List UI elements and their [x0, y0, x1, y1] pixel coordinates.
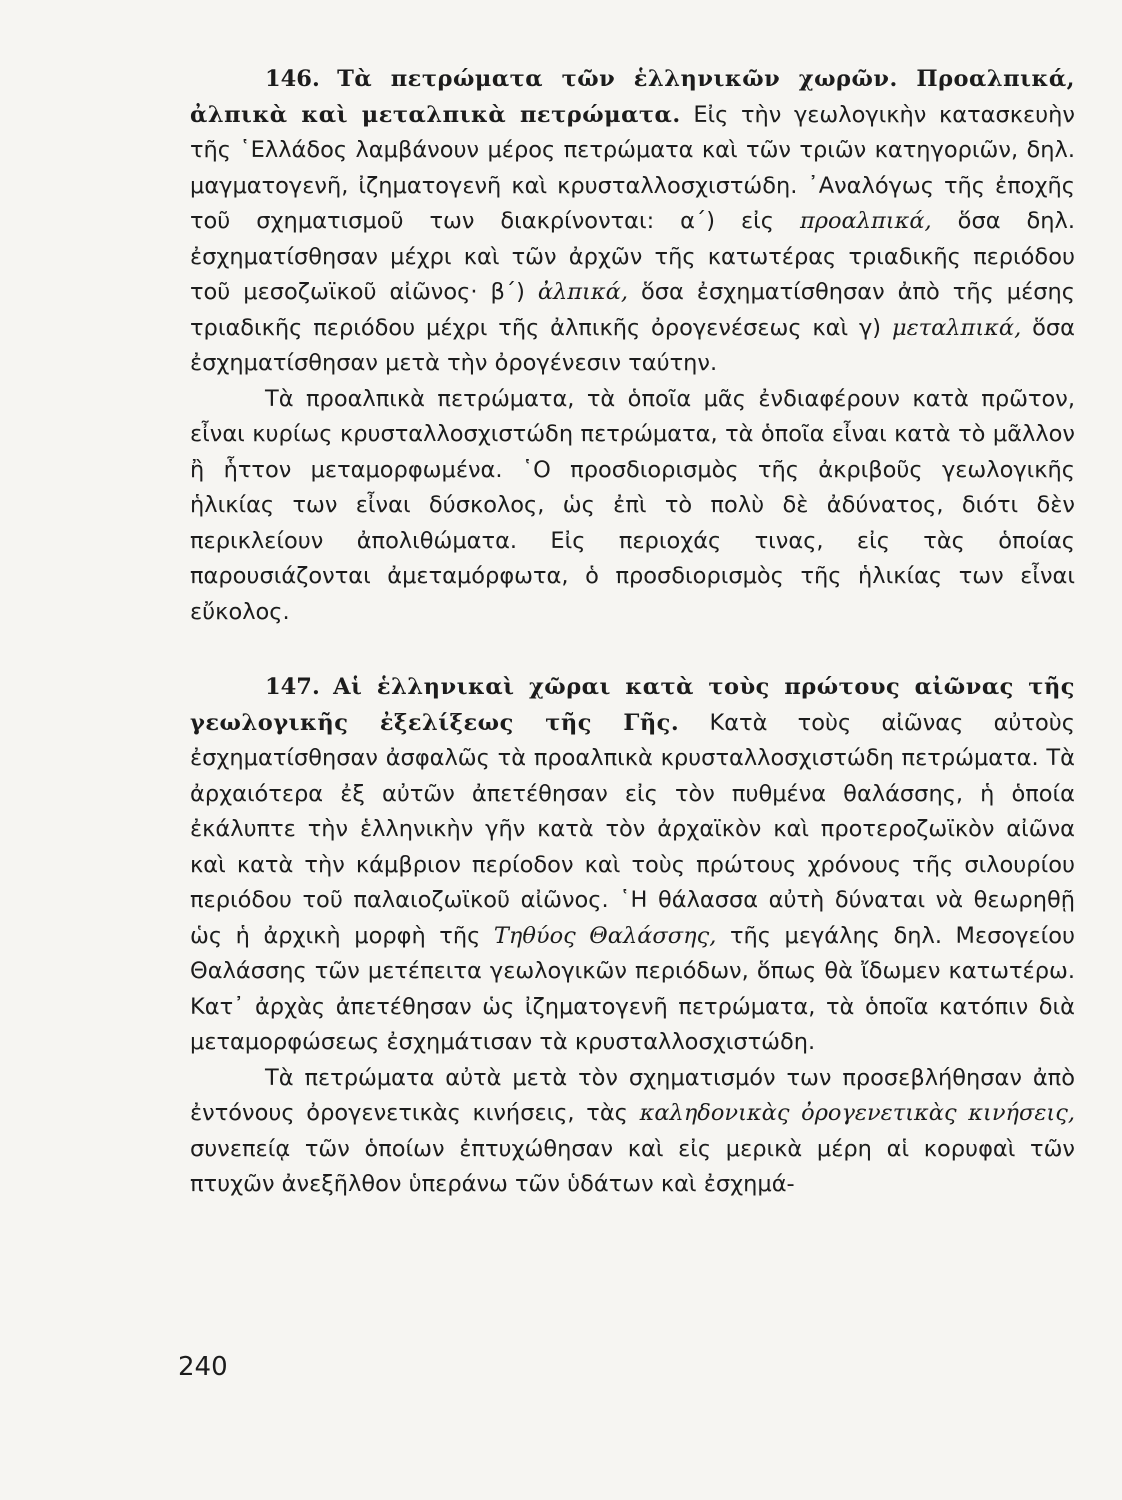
text-run: ὅσα ἐσχηματίσθησαν ἀπὸ τῆς μέσης τριαδικῆς περιόδου μέχρι τῆς ἀλπικῆς ὀρογενέσεως καὶ γ): [190, 279, 1075, 341]
italic-term: καληδονικὰς ὀρογενετικὰς κινήσεις,: [639, 1100, 1076, 1126]
section-147-paragraph-2: [190, 1061, 1075, 1203]
section-146-title: Τὰ πετρώματα τῶν ἑλληνικῶν χωρῶν. Προαλπικά, ἀλπικὰ καὶ μεταλπικὰ πετρώματα.: [190, 66, 1075, 128]
text-run: συνεπείᾳ τῶν ὁποίων ἐπτυχώθησαν καὶ εἰς μερικὰ μέρη αἱ κορυφαὶ τῶν πτυχῶν ἀνεξῆλθον ὑπεράνω τῶν ὑδάτων καὶ ἐσχημά-: [190, 1135, 1075, 1197]
text-run: Εἰς τὴν γεωλογικὴν κατασκευὴν τῆς ῾Ελλάδος λαμβάνουν μέρος πετρώματα καὶ τῶν τριῶν κατηγοριῶν, δηλ. μαγματογενῆ, ἰζηματογενῆ καὶ κρυσταλλοσχιστώδη. ᾿Αναλόγως τῆς ἐποχῆς τοῦ σχηματισμοῦ των διακρίνονται: α΄) εἰς: [190, 101, 1075, 234]
section-146-paragraph-1: [190, 62, 1075, 382]
section-146-number: 146.: [265, 66, 320, 92]
section-146-paragraph-2: Τὰ προαλπικὰ πετρώματα, τὰ ὁποῖα μᾶς ἐνδιαφέρουν κατὰ πρῶτον, εἶναι κυρίως κρυσταλλοσχιστώδη πετρώματα, τὰ ὁποῖα εἶναι κατὰ τὸ μᾶλλον ἢ ἧττον μεταμορφωμένα. ῾Ο προσδιορισμὸς τῆς ἀκριβοῦς γεωλογικῆς ἡλικίας των εἶναι δύσκολος, ὡς ἐπὶ τὸ πολὺ δὲ ἀδύνατος, διότι δὲν περικλείουν ἀπολιθώματα. Εἰς περιοχάς τινας, εἰς τὰς ὁποίας παρουσιάζονται ἀμεταμόρφωτα, ὁ προσδιορισμὸς τῆς ἡλικίας των εἶναι εὔκολος.: [190, 385, 1075, 625]
page-number: 240: [178, 1352, 228, 1382]
italic-term: ἀλπικά,: [537, 279, 628, 305]
section-147-paragraph-1: [190, 670, 1075, 1061]
text-run: ὅσα δηλ. ἐσχηματίσθησαν μέχρι καὶ τῶν ἀρχῶν τῆς κατωτέρας τριαδικῆς περιόδου τοῦ μεσοζωϊκοῦ αἰῶνος· β΄): [190, 208, 1075, 305]
section-147-title: Αἱ ἑλληνικαὶ χῶραι κατὰ τοὺς πρώτους αἰῶνας τῆς γεωλογικῆς ἐξελίξεως τῆς Γῆς.: [190, 674, 1075, 736]
text-run: Τὰ πετρώματα αὐτὰ μετὰ τὸν σχηματισμόν των προσεβλήθησαν ἀπὸ ἐντόνους ὀρογενετικὰς κινήσεις, τὰς: [190, 1064, 1075, 1126]
italic-term: Τηθύος Θαλάσσης,: [493, 922, 717, 949]
text-run: Κατὰ τοὺς αἰῶνας αὐτοὺς ἐσχηματίσθησαν ἀσφαλῶς τὰ προαλπικὰ κρυσταλλοσχιστώδη πετρώματα. Τὰ ἀρχαιότερα ἐξ αὐτῶν ἀπετέθησαν εἰς τὸν πυθμένα θαλάσσης, ἡ ὁποία ἐκάλυπτε τὴν ἑλληνικὴν γῆν κατὰ τὸν ἀρχαϊκὸν καὶ προτεροζωϊκὸν αἰῶνα καὶ κατὰ τὴν κάμβριον περίοδον καὶ τοὺς πρώτους χρόνους τῆς σιλουρίου περιόδου τοῦ παλαιοζωϊκοῦ αἰῶνος. ῾Η θάλασσα αὐτὴ δύναται νὰ θεωρηθῇ ὡς ἡ ἀρχικὴ μορφὴ τῆς: [190, 709, 1075, 949]
italic-term: προαλπικά,: [799, 208, 932, 234]
section-gap: [190, 630, 1075, 670]
text-body: [190, 62, 1075, 1203]
text-run: ὅσα ἐσχηματίσθησαν μετὰ τὴν ὀρογένεσιν ταύτην.: [190, 314, 1075, 376]
italic-term: μεταλπικά,: [891, 314, 1022, 341]
section-147-number: 147.: [265, 674, 320, 700]
text-run: τῆς μεγάλης δηλ. Μεσογείου Θαλάσσης τῶν μετέπειτα γεωλογικῶν περιόδων, ὅπως θὰ ἴδωμεν κατωτέρω. Κατ᾿ ἀρχὰς ἀπετέθησαν ὡς ἰζηματογενῆ πετρώματα, τὰ ὁποῖα κατόπιν διὰ μεταμορφώσεως ἐσχημάτισαν τὰ κρυσταλλοσχιστώδη.: [190, 922, 1076, 1055]
